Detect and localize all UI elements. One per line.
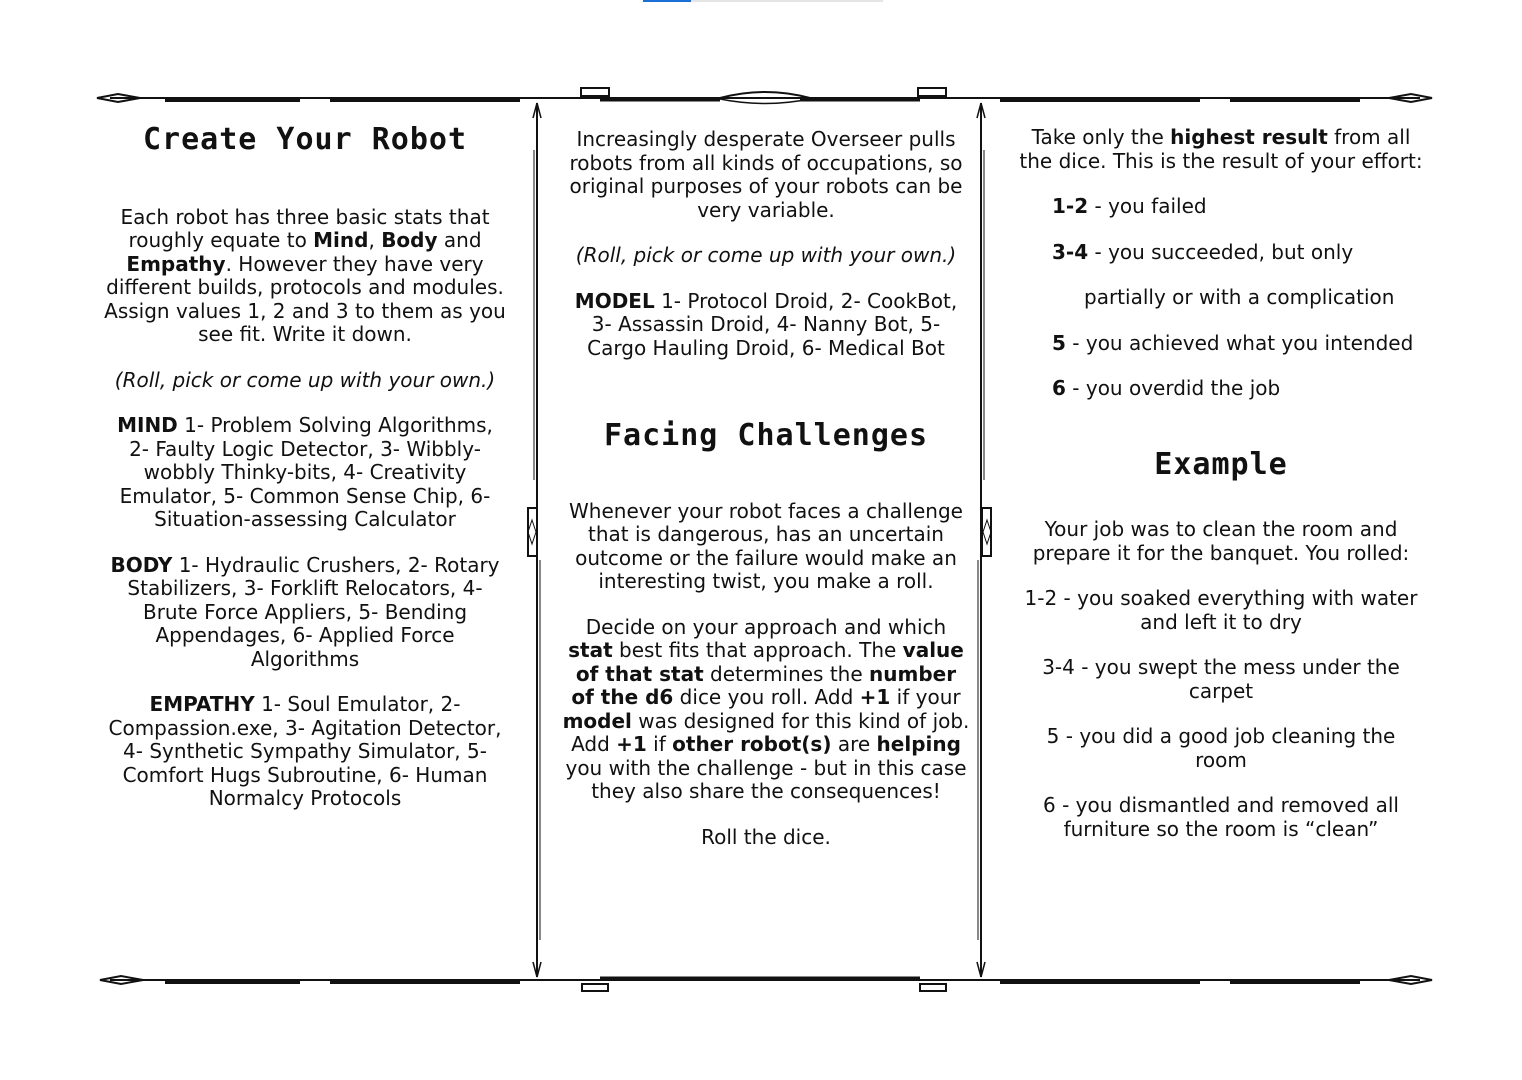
result-item: 5 - you achieved what you intended — [1052, 330, 1414, 355]
example-item: 3-4 - you swept the mess under the carpet — [1042, 655, 1400, 703]
results-intro: Take only the highest result from all the dice. This is the result of your effort: — [1019, 125, 1423, 173]
approach-paragraph: Decide on your approach and which stat best fits that approach. The value of that stat determines the number of the d6 dice you roll. Add +1 if your model was designed for this kind of job. Add +1 if other robot(s) are helping you with the challenge - but in this case they also share the consequences! — [562, 614, 970, 803]
roll-note: (Roll, pick or come up with your own.) — [114, 367, 496, 392]
result-item: 6 - you overdid the job — [1052, 376, 1281, 400]
column-results-example — [1018, 126, 1424, 841]
roll-the-dice: Roll the dice. — [701, 824, 831, 849]
occupation-intro: Increasingly desperate Overseer pulls robots from all kinds of occupations, so original purposes of your robots can be very variable. — [569, 127, 963, 222]
section-title-example: Example — [1154, 446, 1288, 482]
robot-stats-intro: Each robot has three basic stats that roughly equate to Mind, Body and Empathy. However they have very different builds, protocols and modules. Assign values 1, 2 and 3 to them as you see fit. Write it down. — [104, 204, 506, 346]
empathy-table: EMPATHY 1- Soul Emulator, 2- Compassion.exe, 3- Agitation Detector, 4- Synthetic Sympathy Simulator, 5- Comfort Hugs Subroutine, 6- Human Normalcy Protocols — [108, 692, 502, 810]
result-item: 1-2 - you failed — [1052, 194, 1207, 218]
example-item: 1-2 - you soaked everything with water and left it to dry — [1024, 586, 1418, 634]
roll-note: (Roll, pick or come up with your own.) — [575, 243, 957, 267]
example-item: 5 - you did a good job cleaning the room — [1046, 724, 1396, 772]
column-create-robot — [104, 122, 506, 811]
section-title-facing-challenges: Facing Challenges — [603, 418, 929, 453]
results-list — [1018, 195, 1424, 401]
example-intro: Your job was to clean the room and prepare it for the banquet. You rolled: — [1032, 517, 1410, 565]
model-table: MODEL 1- Protocol Droid, 2- CookBot, 3- Assassin Droid, 4- Nanny Bot, 5- Cargo Hauling Droid, 6- Medical Bot — [574, 288, 958, 360]
result-item: 3-4 - you succeeded, but only — [1052, 239, 1354, 264]
challenge-paragraph: Whenever your robot faces a challenge that is dangerous, has an uncertain outcome or the failure would make an interesting twist, you make a roll. — [569, 498, 963, 593]
example-item: 6 - you dismantled and removed all furniture so the room is “clean” — [1043, 793, 1399, 841]
section-title-create-robot: Create Your Robot — [142, 122, 468, 157]
mind-table: MIND 1- Problem Solving Algorithms, 2- Faulty Logic Detector, 3- Wibbly-wobbly Thinky-bits, 4- Creativity Emulator, 5- Common Sense Chip, 6- Situation-assessing Calculator — [117, 413, 493, 531]
column-facing-challenges — [562, 128, 970, 849]
body-table: BODY 1- Hydraulic Crushers, 2- Rotary Stabilizers, 3- Forklift Relocators, 4- Brute Force Appliers, 5- Bending Appendages, 6- Applied Force Algorithms — [110, 552, 500, 671]
result-item: partially or with a complication — [1084, 285, 1395, 309]
